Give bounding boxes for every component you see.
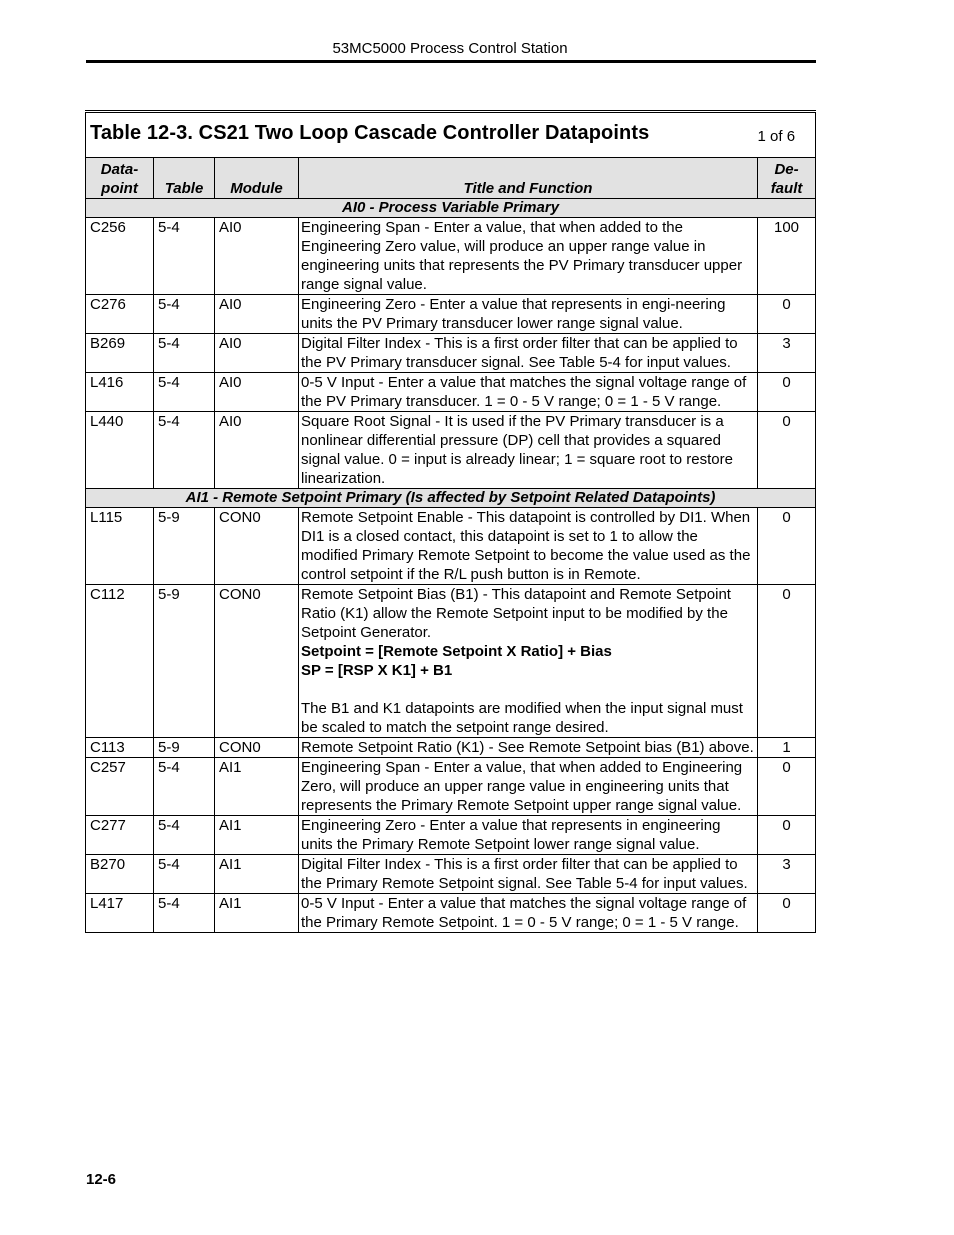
running-header: 53MC5000 Process Control Station	[332, 40, 568, 57]
table-title: Table 12-3. CS21 Two Loop Cascade Controller Datapoints	[90, 122, 650, 144]
cell-module: AI0	[215, 334, 299, 373]
cell-datapoint: C113	[86, 738, 154, 758]
cell-table: 5-9	[154, 585, 215, 738]
cell-default: 0	[758, 585, 816, 738]
column-header-row	[86, 158, 816, 199]
table-row	[86, 373, 816, 412]
cell-default: 1	[758, 738, 816, 758]
cell-module: AI1	[215, 894, 299, 933]
description-text: Engineering Span - Enter a value, that when added to the Engineering Zero value, will produce an upper range value in engineering units that represents the PV Primary transducer upper range signal value.	[301, 219, 743, 293]
col-header-datapoint-label: Data- point	[100, 161, 139, 197]
cell-table: 5-4	[154, 894, 215, 933]
cell-table: 5-4	[154, 218, 215, 295]
datapoints-table	[85, 110, 816, 933]
cell-module: AI1	[215, 816, 299, 855]
description-text: Remote Setpoint Enable - This datapoint is controlled by DI1. When DI1 is a closed contact, this datapoint is set to 1 to allow the modified Primary Remote Setpoint to become the value used as the control setpoint if the R/L push button is in Remote.	[301, 509, 751, 583]
cell-title-function	[299, 412, 758, 489]
cell-title-function	[299, 894, 758, 933]
col-header-datapoint	[86, 158, 154, 199]
cell-datapoint: L416	[86, 373, 154, 412]
cell-datapoint: C256	[86, 218, 154, 295]
description-text: 0-5 V Input - Enter a value that matches the signal voltage range of the PV Primary transducer. 1 = 0 - 5 V range; 0 = 1 - 5 V range.	[301, 374, 747, 410]
cell-module: CON0	[215, 508, 299, 585]
cell-table: 5-4	[154, 373, 215, 412]
cell-title-function	[299, 508, 758, 585]
description-text: 0-5 V Input - Enter a value that matches the signal voltage range of the Primary Remote Setpoint. 1 = 0 - 5 V range; 0 = 1 - 5 V range.	[301, 895, 747, 931]
table-page-indicator: 1 of 6	[757, 128, 796, 145]
cell-default: 0	[758, 412, 816, 489]
cell-table: 5-4	[154, 295, 215, 334]
cell-table: 5-9	[154, 508, 215, 585]
table-row	[86, 894, 816, 933]
cell-default: 0	[758, 295, 816, 334]
cell-title-function	[299, 855, 758, 894]
cell-datapoint: C277	[86, 816, 154, 855]
description-text: Remote Setpoint Bias (B1) - This datapoint and Remote Setpoint Ratio (K1) allow the Remote Setpoint input to be modified by the Setpoint Generator.	[301, 586, 731, 641]
blank-line	[301, 680, 755, 699]
cell-module: AI0	[215, 373, 299, 412]
cell-title-function	[299, 758, 758, 816]
table-row	[86, 412, 816, 489]
cell-title-function	[299, 738, 758, 758]
cell-datapoint: C112	[86, 585, 154, 738]
description-text: Square Root Signal - It is used if the PV Primary transducer is a nonlinear differential pressure (DP) cell that provides a squared signal value. 0 = input is already linear; 1 = square root to restore linearization.	[301, 413, 733, 487]
section-header-row	[86, 489, 816, 508]
table-row	[86, 295, 816, 334]
cell-module: CON0	[215, 585, 299, 738]
cell-title-function	[299, 218, 758, 295]
cell-datapoint: C276	[86, 295, 154, 334]
cell-datapoint: C257	[86, 758, 154, 816]
cell-table: 5-4	[154, 412, 215, 489]
cell-title-function	[299, 816, 758, 855]
cell-module: AI1	[215, 855, 299, 894]
cell-table: 5-4	[154, 334, 215, 373]
table-row	[86, 758, 816, 816]
header-rule	[86, 60, 816, 63]
cell-datapoint: B269	[86, 334, 154, 373]
table-row	[86, 855, 816, 894]
section-heading: AI0 - Process Variable Primary	[86, 199, 816, 218]
table-row	[86, 738, 816, 758]
page-number: 12-6	[86, 1171, 117, 1188]
cell-title-function	[299, 334, 758, 373]
description-text: Engineering Zero - Enter a value that represents in engi-neering units the PV Primary transducer lower range signal value.	[301, 296, 726, 332]
description-text: Remote Setpoint Ratio (K1) - See Remote Setpoint bias (B1) above.	[301, 739, 754, 756]
section-header-row	[86, 199, 816, 218]
col-header-table: Table	[154, 158, 215, 199]
cell-table: 5-9	[154, 738, 215, 758]
table-row	[86, 508, 816, 585]
col-header-default: De- fault	[758, 158, 816, 199]
cell-default: 0	[758, 508, 816, 585]
cell-module: AI1	[215, 758, 299, 816]
cell-module: CON0	[215, 738, 299, 758]
formula-line: Setpoint = [Remote Setpoint X Ratio] + Bias	[301, 643, 612, 660]
cell-default: 100	[758, 218, 816, 295]
cell-title-function	[299, 585, 758, 738]
cell-module: AI0	[215, 412, 299, 489]
table-row	[86, 585, 816, 738]
datapoints-table-container	[85, 110, 815, 933]
table-row	[86, 816, 816, 855]
cell-default: 0	[758, 894, 816, 933]
cell-default: 3	[758, 855, 816, 894]
cell-module: AI0	[215, 295, 299, 334]
section-heading: AI1 - Remote Setpoint Primary (Is affected by Setpoint Related Datapoints)	[86, 489, 816, 508]
cell-title-function	[299, 295, 758, 334]
description-text: Digital Filter Index - This is a first order filter that can be applied to the Primary Remote Setpoint signal. See Table 5-4 for input values.	[301, 856, 748, 892]
cell-datapoint: L115	[86, 508, 154, 585]
cell-title-function	[299, 373, 758, 412]
cell-module: AI0	[215, 218, 299, 295]
cell-table: 5-4	[154, 855, 215, 894]
col-header-module: Module	[215, 158, 299, 199]
col-header-title-function: Title and Function	[299, 158, 758, 199]
cell-datapoint: B270	[86, 855, 154, 894]
cell-table: 5-4	[154, 816, 215, 855]
cell-default: 0	[758, 816, 816, 855]
cell-datapoint: L417	[86, 894, 154, 933]
description-text: Engineering Span - Enter a value, that when added to Engineering Zero, will produce an upper range value in engineering units that represents the Primary Remote Setpoint upper range signal value.	[301, 759, 743, 814]
cell-default: 3	[758, 334, 816, 373]
cell-default: 0	[758, 373, 816, 412]
formula-line: SP = [RSP X K1] + B1	[301, 662, 453, 679]
table-title-row	[86, 112, 816, 158]
table-row	[86, 334, 816, 373]
cell-default: 0	[758, 758, 816, 816]
cell-table: 5-4	[154, 758, 215, 816]
cell-datapoint: L440	[86, 412, 154, 489]
description-text: Digital Filter Index - This is a first order filter that can be applied to the PV Primary transducer signal. See Table 5-4 for input values.	[301, 335, 738, 371]
description-text: Engineering Zero - Enter a value that represents in engineering units the Primary Remote Setpoint lower range signal value.	[301, 817, 721, 853]
description-text: The B1 and K1 datapoints are modified when the input signal must be scaled to match the setpoint range desired.	[301, 700, 743, 736]
table-row	[86, 218, 816, 295]
